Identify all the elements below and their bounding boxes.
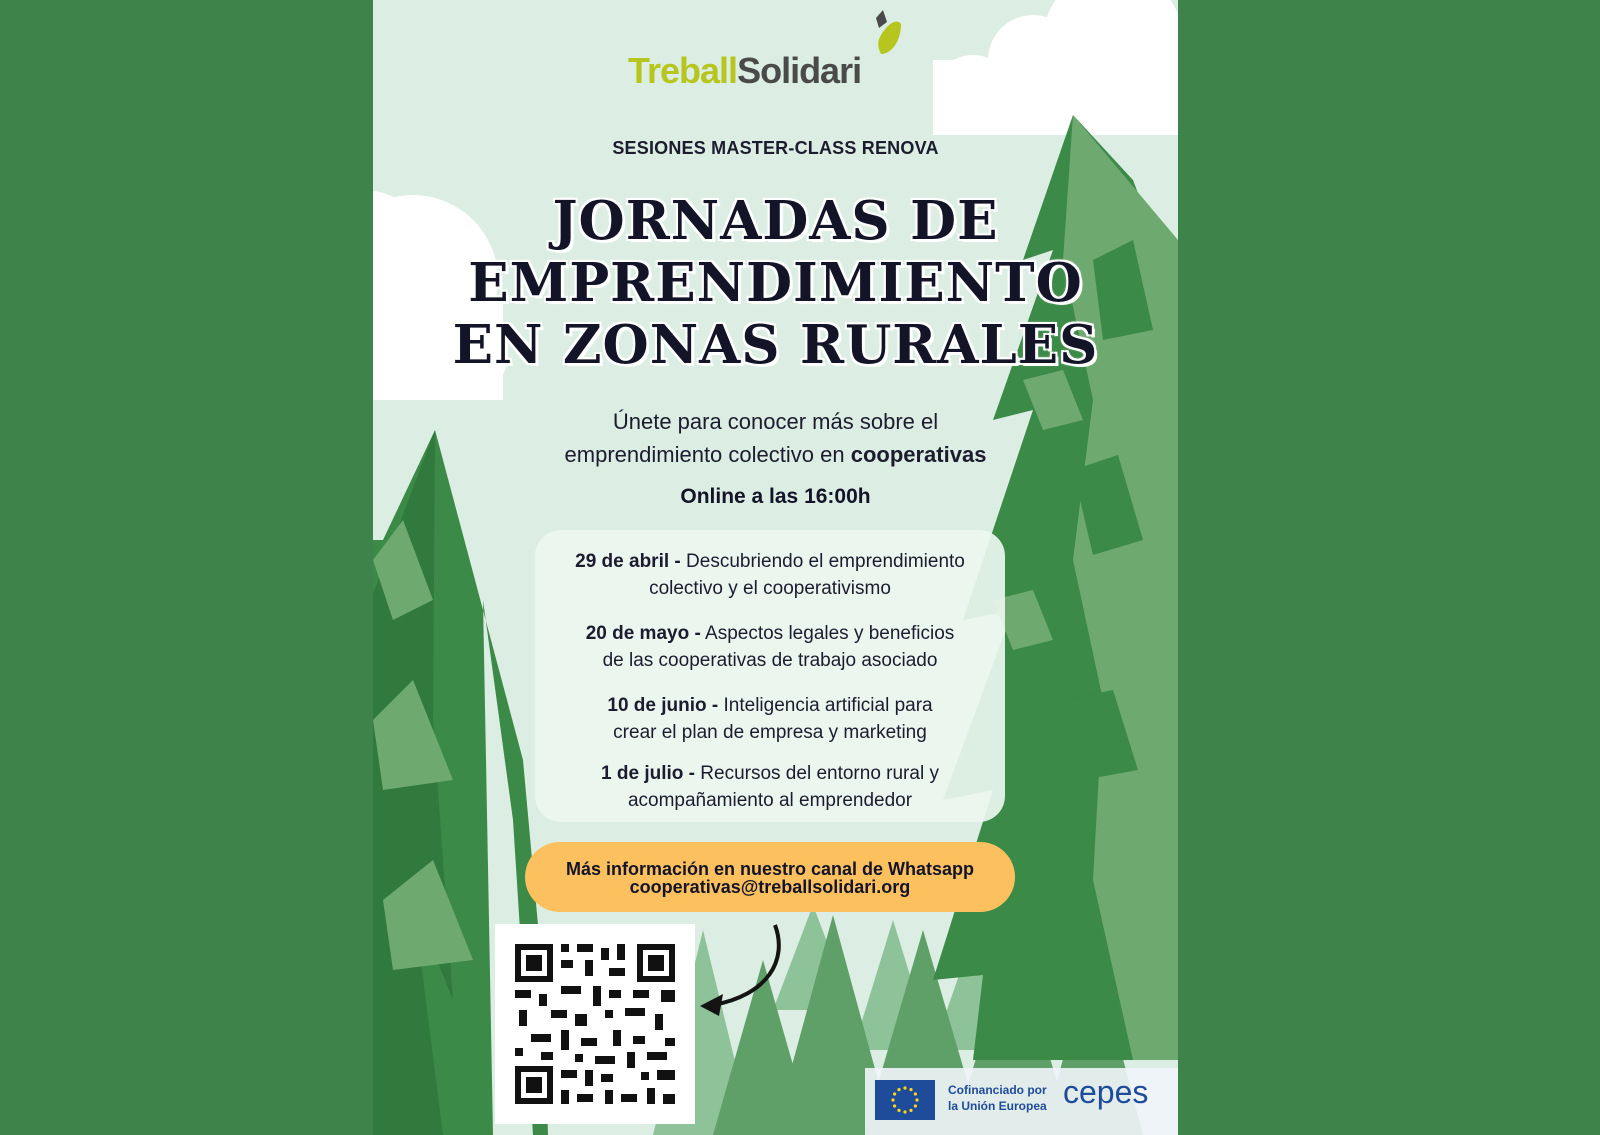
cepes-logo: cepes bbox=[1063, 1074, 1149, 1110]
session-topic: Aspectos legales y beneficios bbox=[700, 623, 955, 644]
eu-text-line-1: Cofinanciado por bbox=[948, 1083, 1047, 1097]
treballsolidari-logo: TreballSolidari bbox=[628, 50, 862, 91]
kicker-text: SESIONES MASTER-CLASS RENOVA bbox=[612, 138, 939, 158]
poster bbox=[373, 0, 1178, 1135]
session-topic-cont: crear el plan de empresa y marketing bbox=[613, 722, 927, 743]
cta-line-1: Más información en nuestro canal de Whatsapp bbox=[565, 859, 975, 879]
sessions-panel bbox=[535, 530, 1005, 822]
eu-flag-icon bbox=[875, 1080, 935, 1120]
eu-text-line-2: la Unión Europea bbox=[948, 1099, 1047, 1113]
session-time: Online a las 16:00h bbox=[680, 485, 871, 508]
session-item bbox=[535, 760, 1005, 814]
session-topic: Descubriendo el emprendimiento bbox=[680, 551, 965, 572]
session-date: 29 de abril - bbox=[575, 551, 681, 572]
title-line-2: EMPRENDIMIENTO bbox=[468, 252, 1083, 314]
subtitle-bold-word: cooperativas bbox=[850, 442, 987, 467]
session-topic-cont: acompañamiento al emprendedor bbox=[627, 790, 913, 811]
session-item bbox=[535, 548, 1005, 602]
funding-logos bbox=[865, 1068, 1178, 1135]
subtitle bbox=[373, 405, 1178, 471]
title-line-1: JORNADAS DE bbox=[552, 190, 999, 252]
cta-email-link[interactable]: cooperativas@treballsolidari.org bbox=[629, 877, 911, 897]
page-title bbox=[373, 190, 1178, 376]
session-line bbox=[535, 692, 1005, 719]
qr-code[interactable] bbox=[495, 924, 695, 1124]
session-date: 10 de junio - bbox=[607, 695, 719, 716]
session-line bbox=[535, 620, 1005, 647]
eu-cofunding-text bbox=[948, 1082, 1078, 1114]
session-topic: Inteligencia artificial para bbox=[718, 695, 933, 716]
title-line-3: EN ZONAS RURALES bbox=[452, 314, 1099, 376]
session-topic-cont: colectivo y el cooperativismo bbox=[649, 578, 891, 599]
session-item bbox=[535, 620, 1005, 674]
session-line bbox=[535, 760, 1005, 787]
qr-code-icon bbox=[495, 924, 695, 1124]
subtitle-line-2-text: emprendimiento colectivo en bbox=[564, 442, 851, 467]
subtitle-line-1: Únete para conocer más sobre el bbox=[612, 409, 939, 434]
session-date: 1 de julio - bbox=[601, 763, 695, 784]
session-date: 20 de mayo - bbox=[585, 623, 701, 644]
whatsapp-info-button[interactable] bbox=[525, 842, 1015, 912]
session-line bbox=[535, 548, 1005, 575]
session-topic-cont: de las cooperativas de trabajo asociado bbox=[602, 650, 938, 671]
leaf-logo-icon bbox=[871, 10, 901, 55]
session-topic: Recursos del entorno rural y bbox=[695, 763, 939, 784]
subtitle-line-2 bbox=[373, 438, 1178, 471]
session-item bbox=[535, 692, 1005, 746]
